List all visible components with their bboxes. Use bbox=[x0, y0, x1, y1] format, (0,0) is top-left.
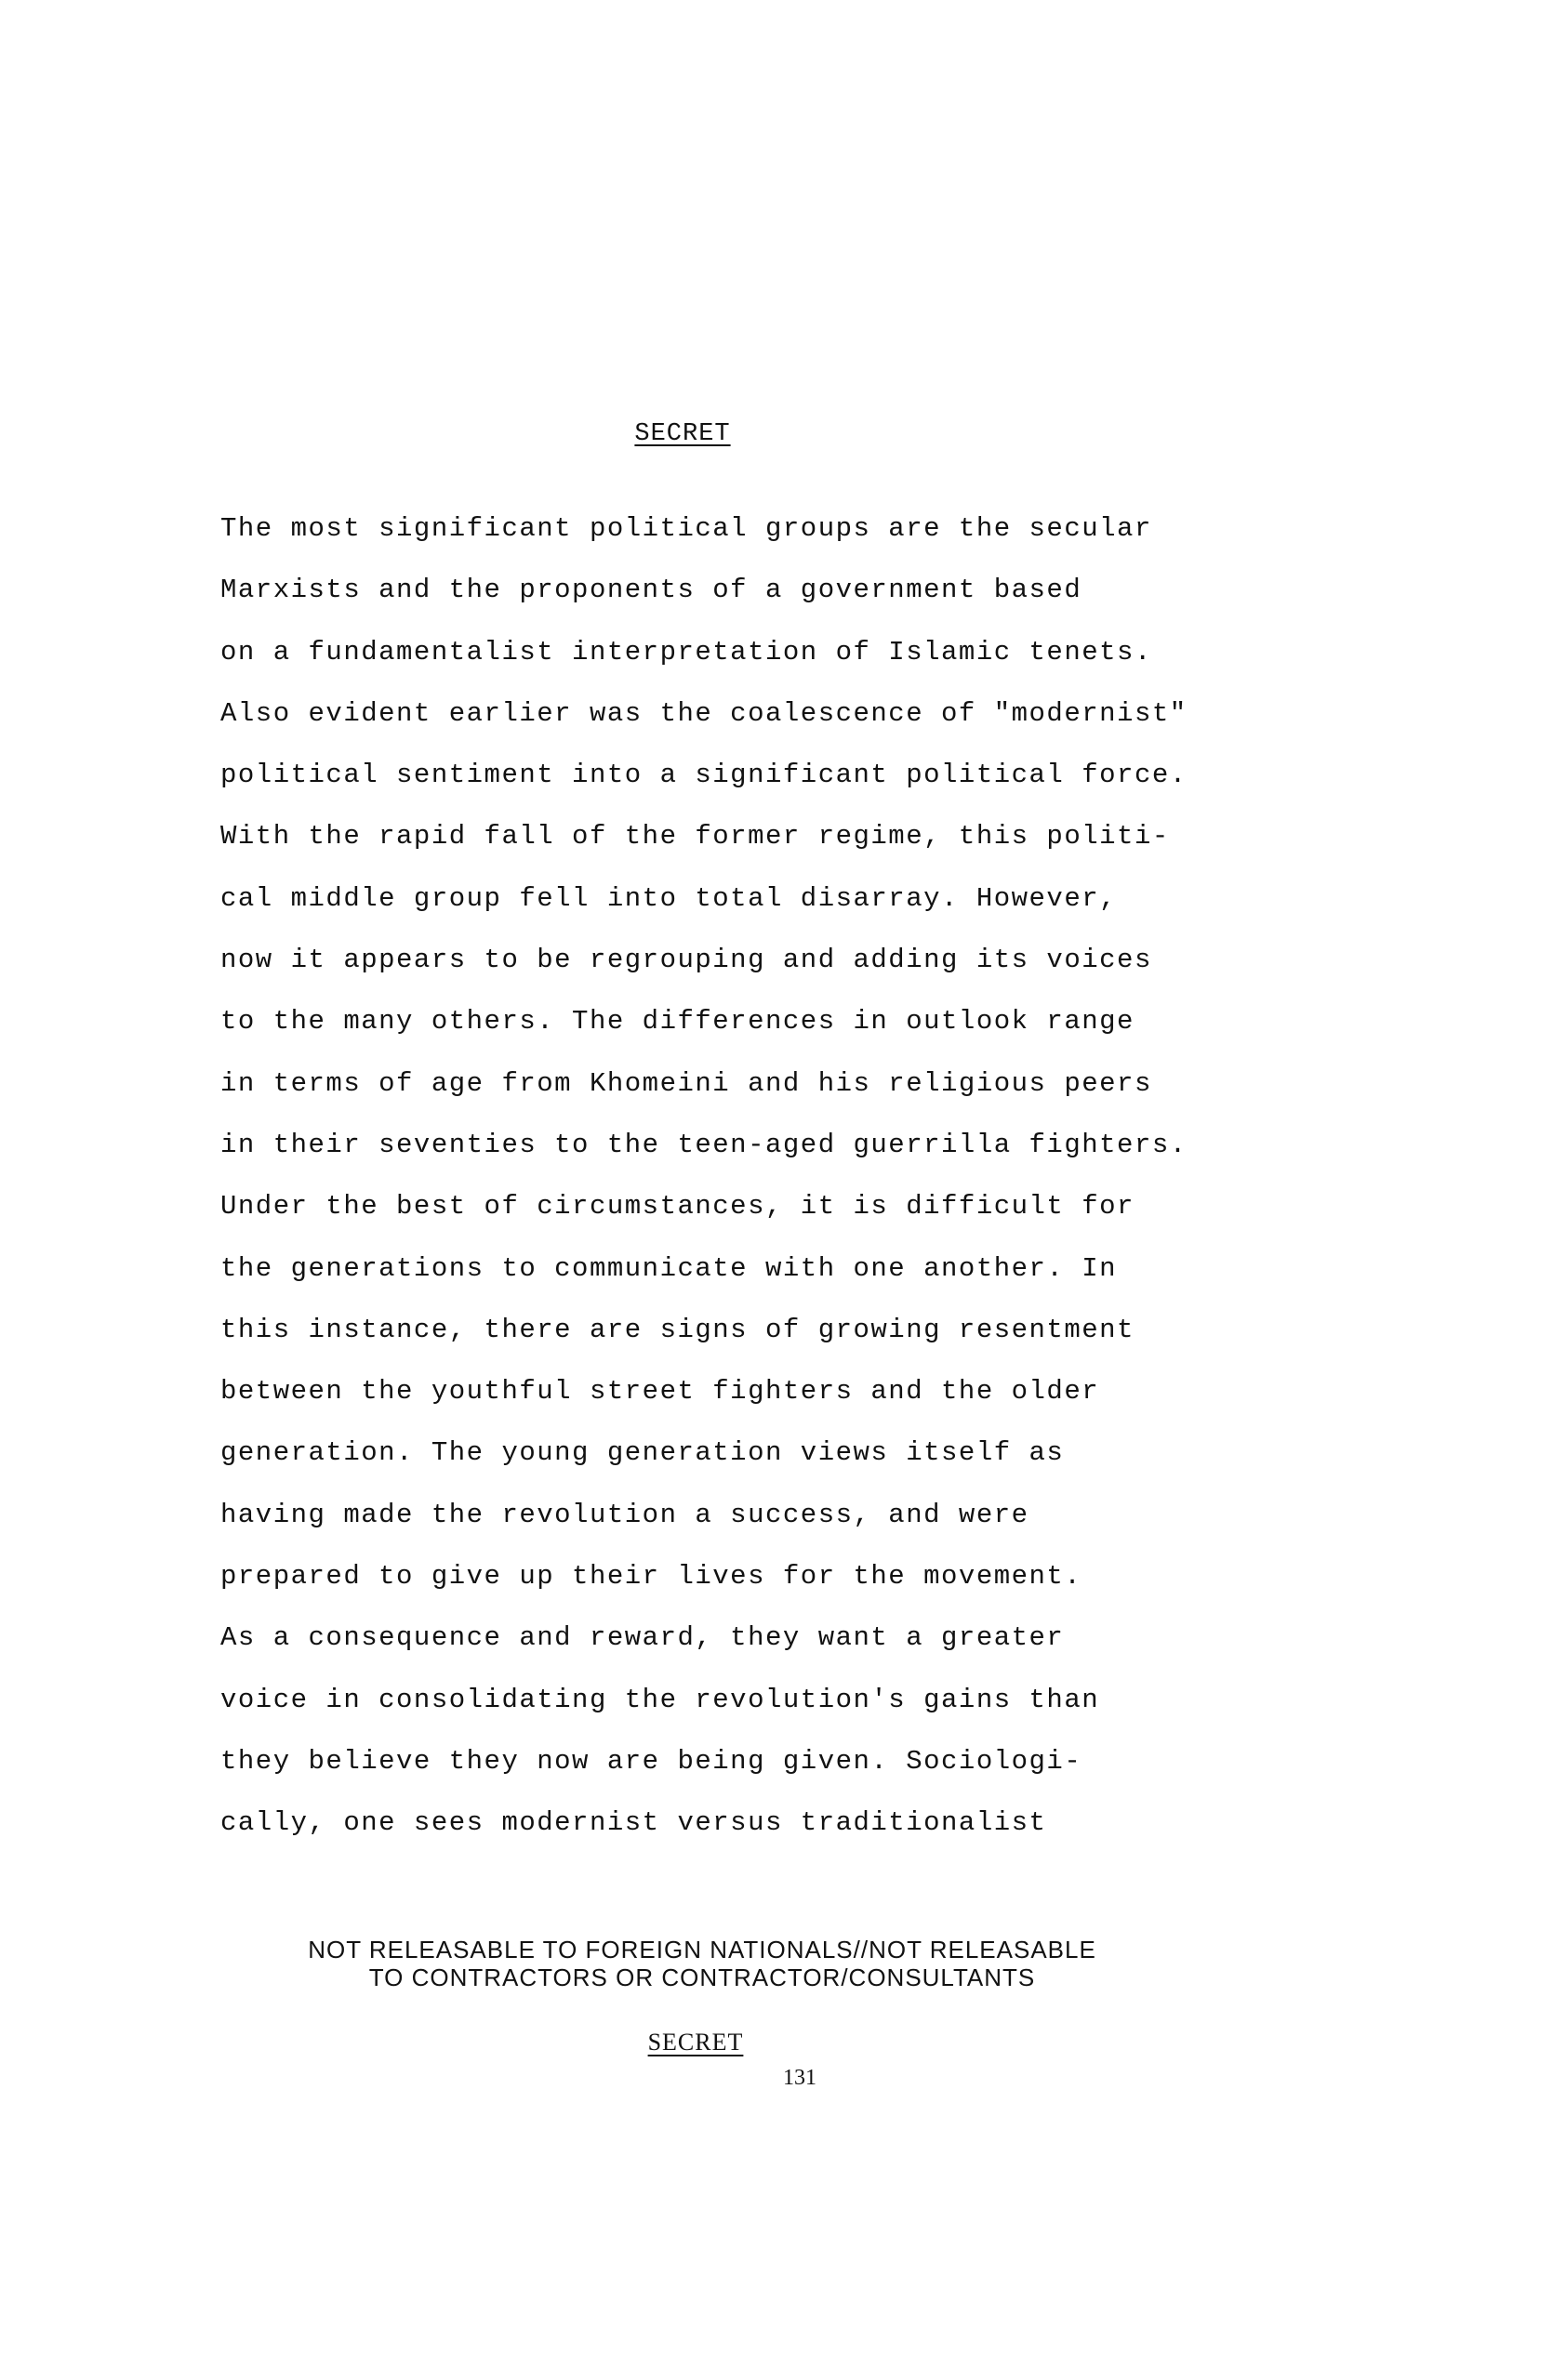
top-classification-marking bbox=[0, 420, 1365, 448]
body-line: cal middle group fell into total disarray. However, bbox=[220, 882, 1118, 914]
body-line: voice in consolidating the revolution's gains than bbox=[220, 1684, 1100, 1715]
page-number: 131 bbox=[783, 2066, 816, 2090]
body-line: now it appears to be regrouping and adding its voices bbox=[220, 945, 1152, 976]
body-line: With the rapid fall of the former regime, this politi- bbox=[220, 821, 1170, 853]
body-line: in terms of age from Khomeini and his religious peers bbox=[220, 1067, 1152, 1099]
body-line: in their seventies to the teen-aged guerrilla fighters. bbox=[220, 1129, 1188, 1160]
top-classification-label: SECRET bbox=[634, 420, 731, 448]
body-line: between the youthful street fighters and the older bbox=[220, 1376, 1100, 1408]
body-line: to the many others. The differences in outlook range bbox=[220, 1006, 1135, 1038]
release-caveat-line-2: TO CONTRACTORS OR CONTRACTOR/CONSULTANTS bbox=[368, 1964, 1036, 1991]
body-line: generation. The young generation views itself as bbox=[220, 1437, 1065, 1469]
body-line: cally, one sees modernist versus traditionalist bbox=[220, 1807, 1047, 1839]
body-line: they believe they now are being given. Sociologi- bbox=[220, 1745, 1082, 1777]
body-line: prepared to give up their lives for the movement. bbox=[220, 1561, 1082, 1593]
body-line: Marxists and the proponents of a government based bbox=[220, 575, 1082, 606]
body-line: this instance, there are signs of growing resentment bbox=[220, 1314, 1135, 1345]
body-line: Under the best of circumstances, it is difficult for bbox=[220, 1191, 1135, 1223]
release-caveat bbox=[0, 1936, 1404, 1991]
body-paragraph bbox=[220, 509, 1364, 1866]
body-line: Also evident earlier was the coalescence of "modernist" bbox=[220, 697, 1188, 729]
body-line: political sentiment into a significant political force. bbox=[220, 760, 1188, 791]
bottom-classification-marking bbox=[0, 2029, 1391, 2056]
body-line: on a fundamentalist interpretation of Islamic tenets. bbox=[220, 636, 1152, 668]
body-line: The most significant political groups are the secular bbox=[220, 513, 1152, 544]
release-caveat-line-1: NOT RELEASABLE TO FOREIGN NATIONALS//NOT RELEASABLE bbox=[308, 1936, 1096, 1964]
bottom-classification-label: SECRET bbox=[647, 2029, 744, 2056]
body-line: the generations to communicate with one another. In bbox=[220, 1252, 1118, 1284]
body-line: having made the revolution a success, and were bbox=[220, 1499, 1029, 1530]
body-line: As a consequence and reward, they want a greater bbox=[220, 1622, 1065, 1654]
